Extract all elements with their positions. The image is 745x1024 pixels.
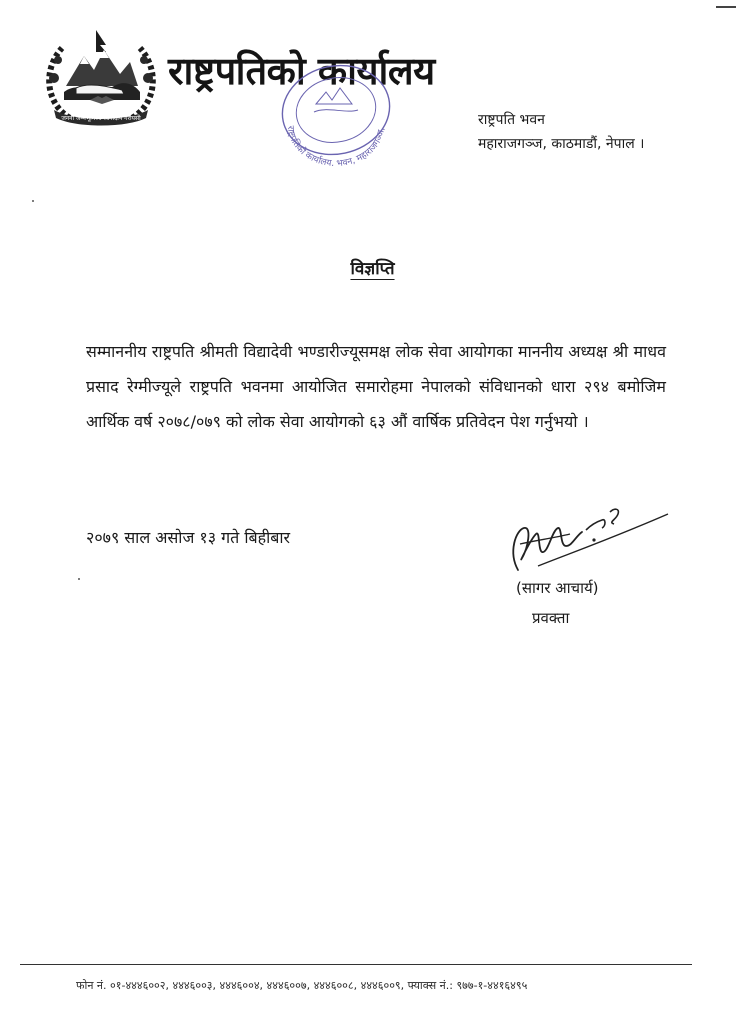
nepal-emblem-icon — [40, 26, 162, 126]
office-seal-stamp-icon — [270, 64, 402, 166]
footer-divider — [20, 964, 692, 965]
office-title: राष्ट्रपतिको कार्यालय — [168, 49, 435, 93]
notice-body: सम्माननीय राष्ट्रपति श्रीमती विद्यादेवी भण्डारीज्यूसमक्ष लोक सेवा आयोगका माननीय अध्यक्ष श्री माधव प्रसाद रेग्मीज्यूले राष्ट्रपति भवनमा आयोजित समारोहमा नेपालको संविधानको धारा २९४ बमोजिम आर्थिक वर्ष २०७८/०७९ को लोक सेवा आयोगको ६३ औं वार्षिक प्रतिवेदन पेश गर्नुभयो । — [86, 342, 666, 431]
scan-speck — [32, 200, 34, 202]
emblem-motto: जननी जन्मभूमिश्च स्वर्गादपि गरीयसी — [61, 115, 141, 122]
signatory-role: प्रवक्ता — [532, 609, 570, 627]
address-line: महाराजगञ्ज, काठमाडौं, नेपाल । — [478, 136, 645, 152]
notice-date: २०७९ साल असोज १३ गते बिहीबार — [86, 528, 291, 547]
address-line: राष्ट्रपति भवन — [478, 112, 545, 128]
scan-mark — [716, 6, 736, 8]
office-address — [478, 108, 644, 156]
signatory-name: (सागर आचार्य) — [516, 579, 599, 597]
footer-contact: फोन नं. ०१-४४४६००२, ४४४६००३, ४४४६००४, ४४४६००७, ४४४६००८, ४४४६००९, फ्याक्स नं.: ९७७-१-४४१६४९५ — [76, 979, 528, 992]
scan-speck — [78, 578, 80, 580]
notice-heading — [0, 256, 745, 279]
seal-text: राष्ट्रपतिको कार्यालय, भवन, महाराजगञ्ज, — [284, 125, 387, 166]
notice-heading-text: विज्ञप्ति — [350, 259, 395, 279]
signature-icon — [498, 500, 676, 584]
